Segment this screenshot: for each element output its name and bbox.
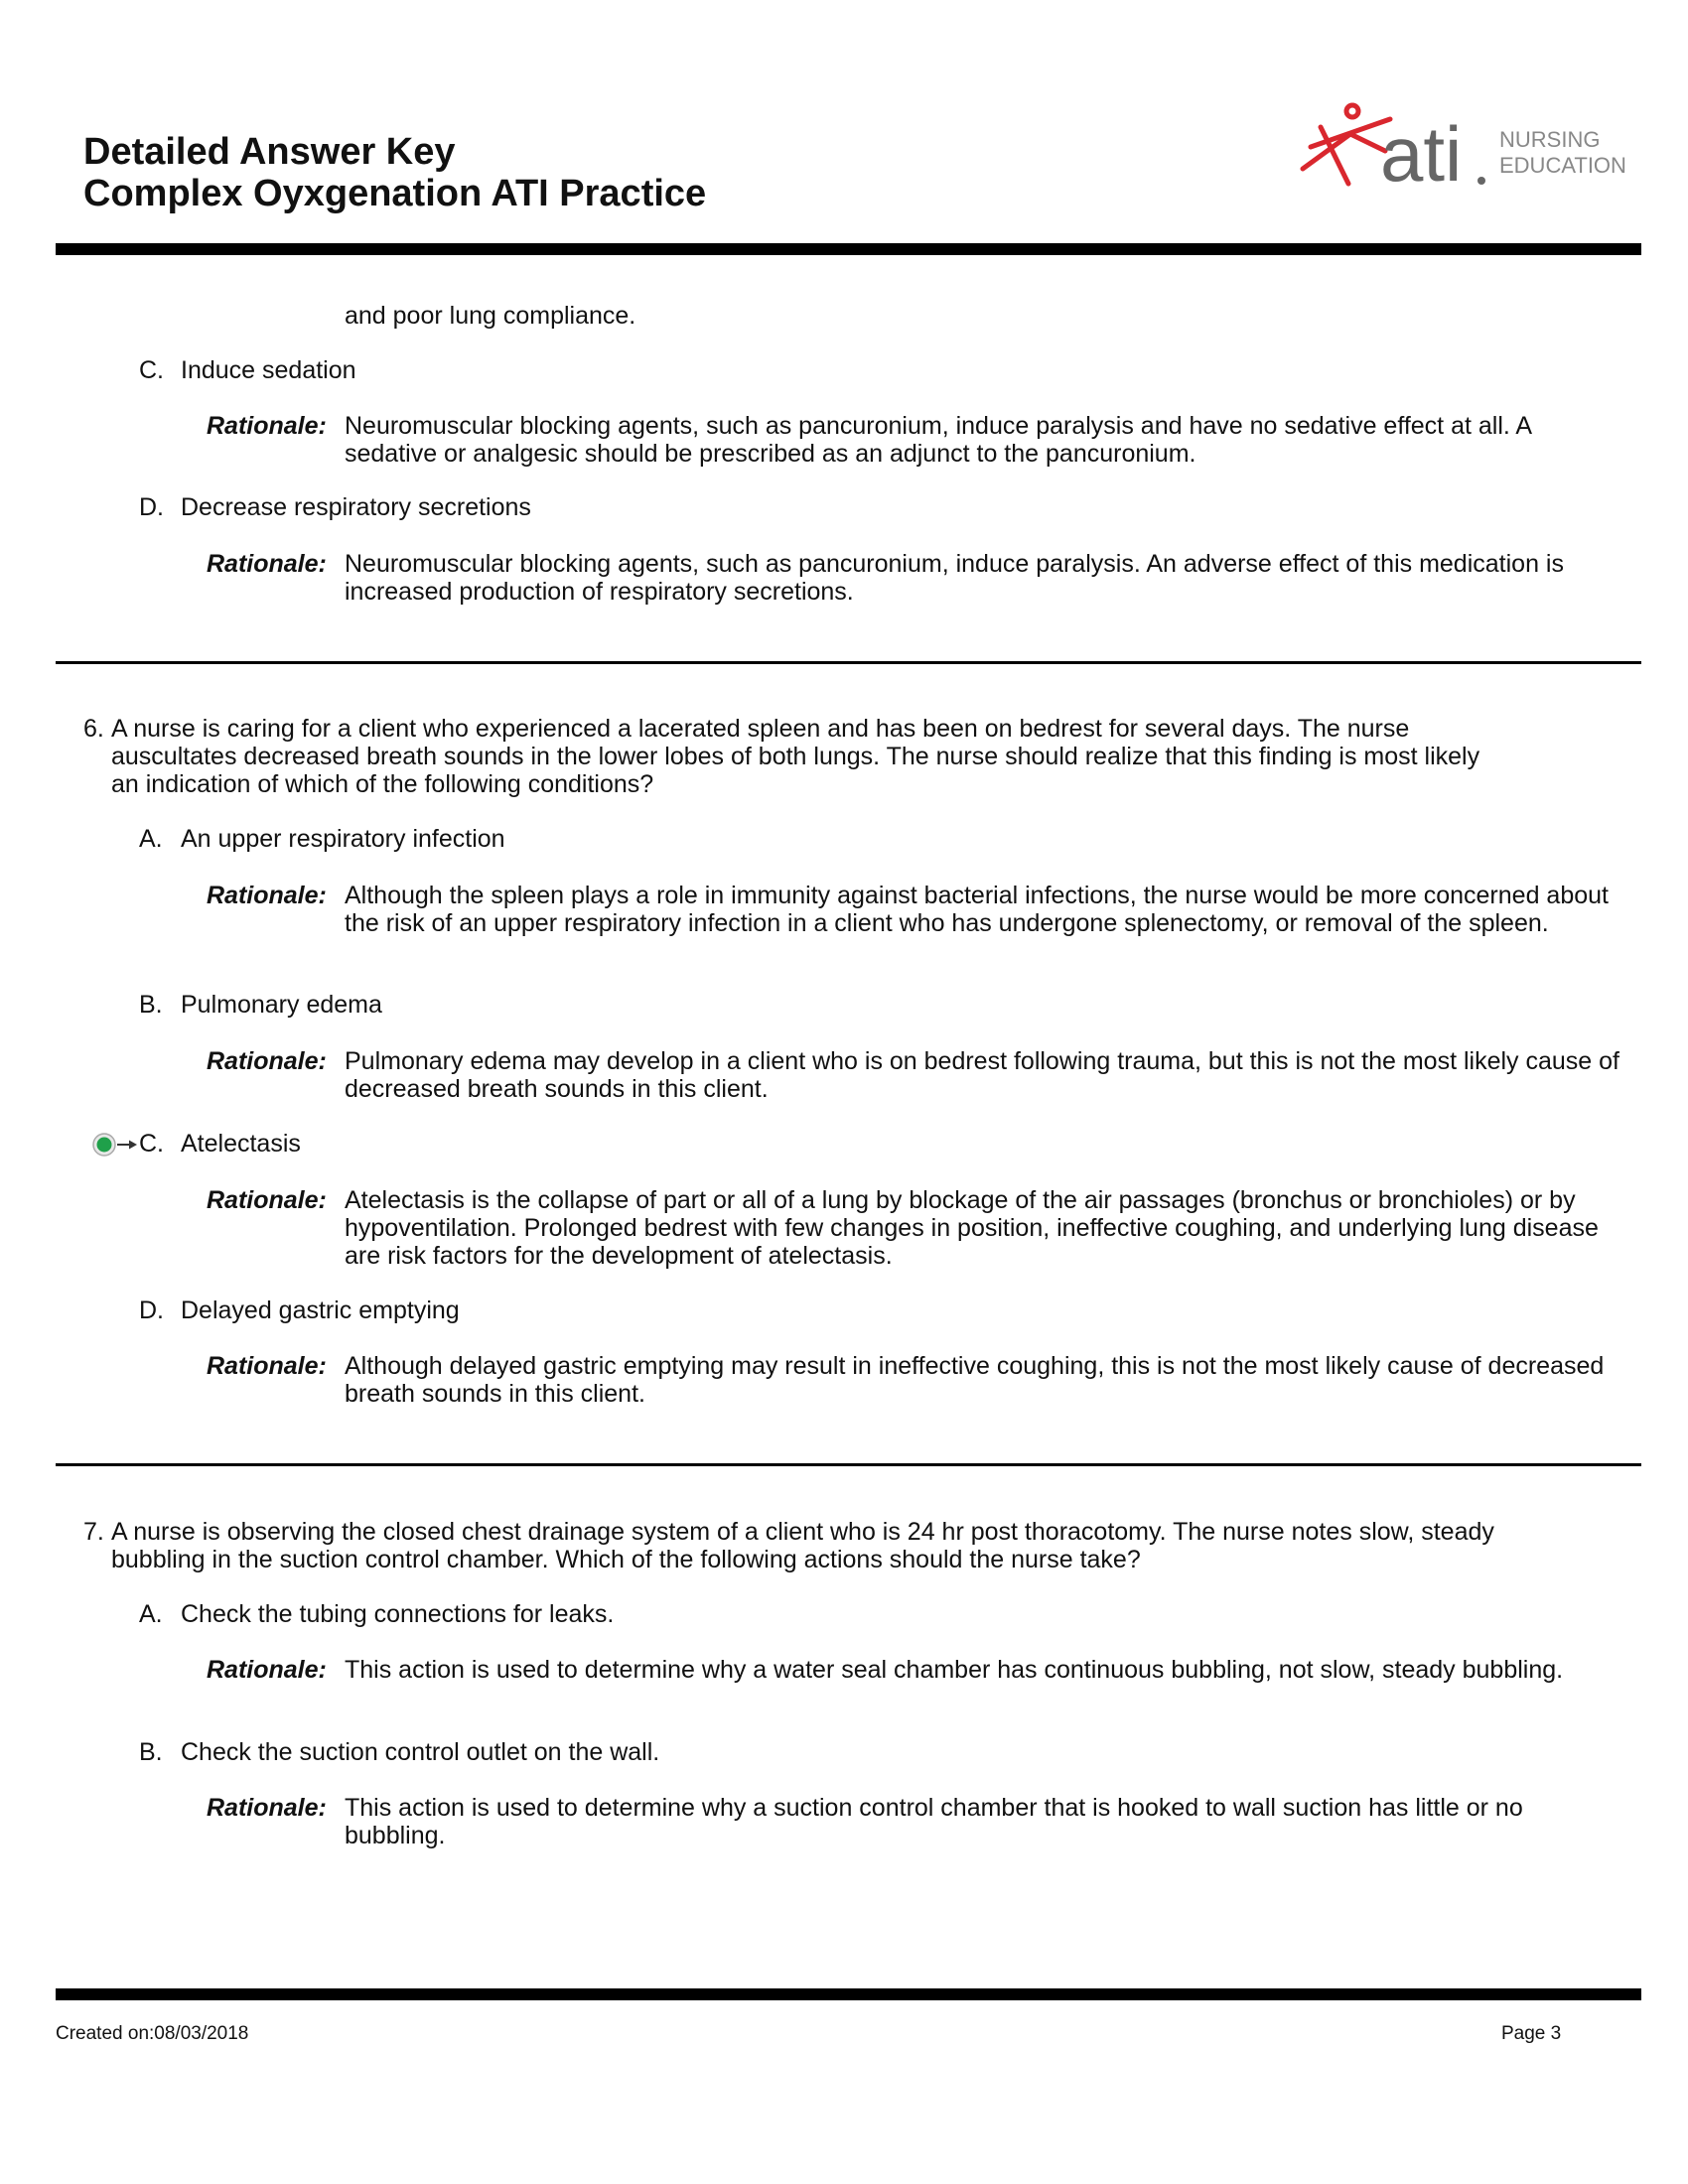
q5-option-c-text: Induce sedation <box>181 356 356 384</box>
page-number: Page 3 <box>1501 2023 1562 2044</box>
rationale-label: Rationale: <box>207 1352 327 1380</box>
ati-logo <box>1291 99 1626 199</box>
q6-number: 6. <box>83 715 104 743</box>
q5-option-d-rationale: Neuromuscular blocking agents, such as pancuronium, induce paralysis. An adverse effect of this medication is increased production of respiratory secretions. <box>345 550 1564 606</box>
document-subtitle: Complex Oyxgenation ATI Practice <box>83 173 707 214</box>
q7-option-a-text: Check the tubing connections for leaks. <box>181 1600 615 1628</box>
rationale-label: Rationale: <box>207 1047 327 1075</box>
q6-option-a-letter: A. <box>139 825 163 853</box>
q6-option-a-rationale: Although the spleen plays a role in immunity against bacterial infections, the nurse would be more concerned about the risk of an upper respiratory infection in a client who has undergone splenectomy, or removal of the spleen. <box>345 882 1609 937</box>
q6-option-c-text: Atelectasis <box>181 1130 301 1158</box>
question-divider <box>56 661 1641 664</box>
svg-text:ati: ati <box>1380 110 1463 198</box>
q5-option-c-rationale: Neuromuscular blocking agents, such as pancuronium, induce paralysis and have no sedative effect at all. A sedative or analgesic should be prescribed as an adjunct to the pancuronium. <box>345 412 1531 468</box>
q5-option-d-text: Decrease respiratory secretions <box>181 493 531 521</box>
q6-option-b-text: Pulmonary edema <box>181 991 382 1019</box>
q6-option-d-letter: D. <box>139 1297 164 1324</box>
q6-option-c-rationale: Atelectasis is the collapse of part or all of a lung by blockage of the air passages (bronchus or bronchioles) or by hypoventilation. Prolonged bedrest with few changes in position, ineffective coughing, and underlying lung disease are risk factors for the development of atelectasis. <box>345 1186 1599 1270</box>
q6-option-d-text: Delayed gastric emptying <box>181 1297 460 1324</box>
rationale-label: Rationale: <box>207 882 327 909</box>
q5-option-c-letter: C. <box>139 356 164 384</box>
q5-option-d-letter: D. <box>139 493 164 521</box>
q7-option-a-rationale: This action is used to determine why a water seal chamber has continuous bubbling, not slow, steady bubbling. <box>345 1656 1564 1684</box>
document-title: Detailed Answer Key <box>83 131 456 173</box>
q7-number: 7. <box>83 1518 104 1546</box>
q6-option-c-letter: C. <box>139 1130 164 1158</box>
rationale-label: Rationale: <box>207 1186 327 1214</box>
logo-sub-nursing: NURSING <box>1499 127 1601 152</box>
q7-option-b-letter: B. <box>139 1738 163 1766</box>
q7-option-b-text: Check the suction control outlet on the wall. <box>181 1738 660 1766</box>
q6-option-b-rationale: Pulmonary edema may develop in a client who is on bedrest following trauma, but this is not the most likely cause of decreased breath sounds in this client. <box>345 1047 1619 1103</box>
correct-answer-marker-icon <box>91 1130 141 1160</box>
q6-option-a-text: An upper respiratory infection <box>181 825 505 853</box>
q7-stem: A nurse is observing the closed chest drainage system of a client who is 24 hr post thoracotomy. The nurse notes slow, steady bubbling in the suction control chamber. Which of the following actions should the nurse take? <box>111 1518 1494 1573</box>
q7-option-a-letter: A. <box>139 1600 163 1628</box>
q6-stem: A nurse is caring for a client who experienced a lacerated spleen and has been on bedrest for several days. The nurse auscultates decreased breath sounds in the lower lobes of both lungs. The nurse should realize that this finding is most likely an indication of which of the following conditions? <box>111 715 1480 798</box>
question-divider <box>56 1463 1641 1466</box>
footer-rule <box>56 1988 1641 2000</box>
header-rule <box>56 243 1641 255</box>
q7-option-b-rationale: This action is used to determine why a suction control chamber that is hooked to wall suction has little or no bubbling. <box>345 1794 1523 1849</box>
rationale-label: Rationale: <box>207 1656 327 1684</box>
q6-option-d-rationale: Although delayed gastric emptying may result in ineffective coughing, this is not the most likely cause of decreased breath sounds in this client. <box>345 1352 1605 1408</box>
rationale-label: Rationale: <box>207 550 327 578</box>
q5-continuation: and poor lung compliance. <box>345 302 636 330</box>
rationale-label: Rationale: <box>207 412 327 440</box>
rationale-label: Rationale: <box>207 1794 327 1822</box>
logo-sub-education: EDUCATION <box>1499 153 1626 178</box>
q6-option-b-letter: B. <box>139 991 163 1019</box>
created-date: Created on:08/03/2018 <box>56 2023 249 2044</box>
